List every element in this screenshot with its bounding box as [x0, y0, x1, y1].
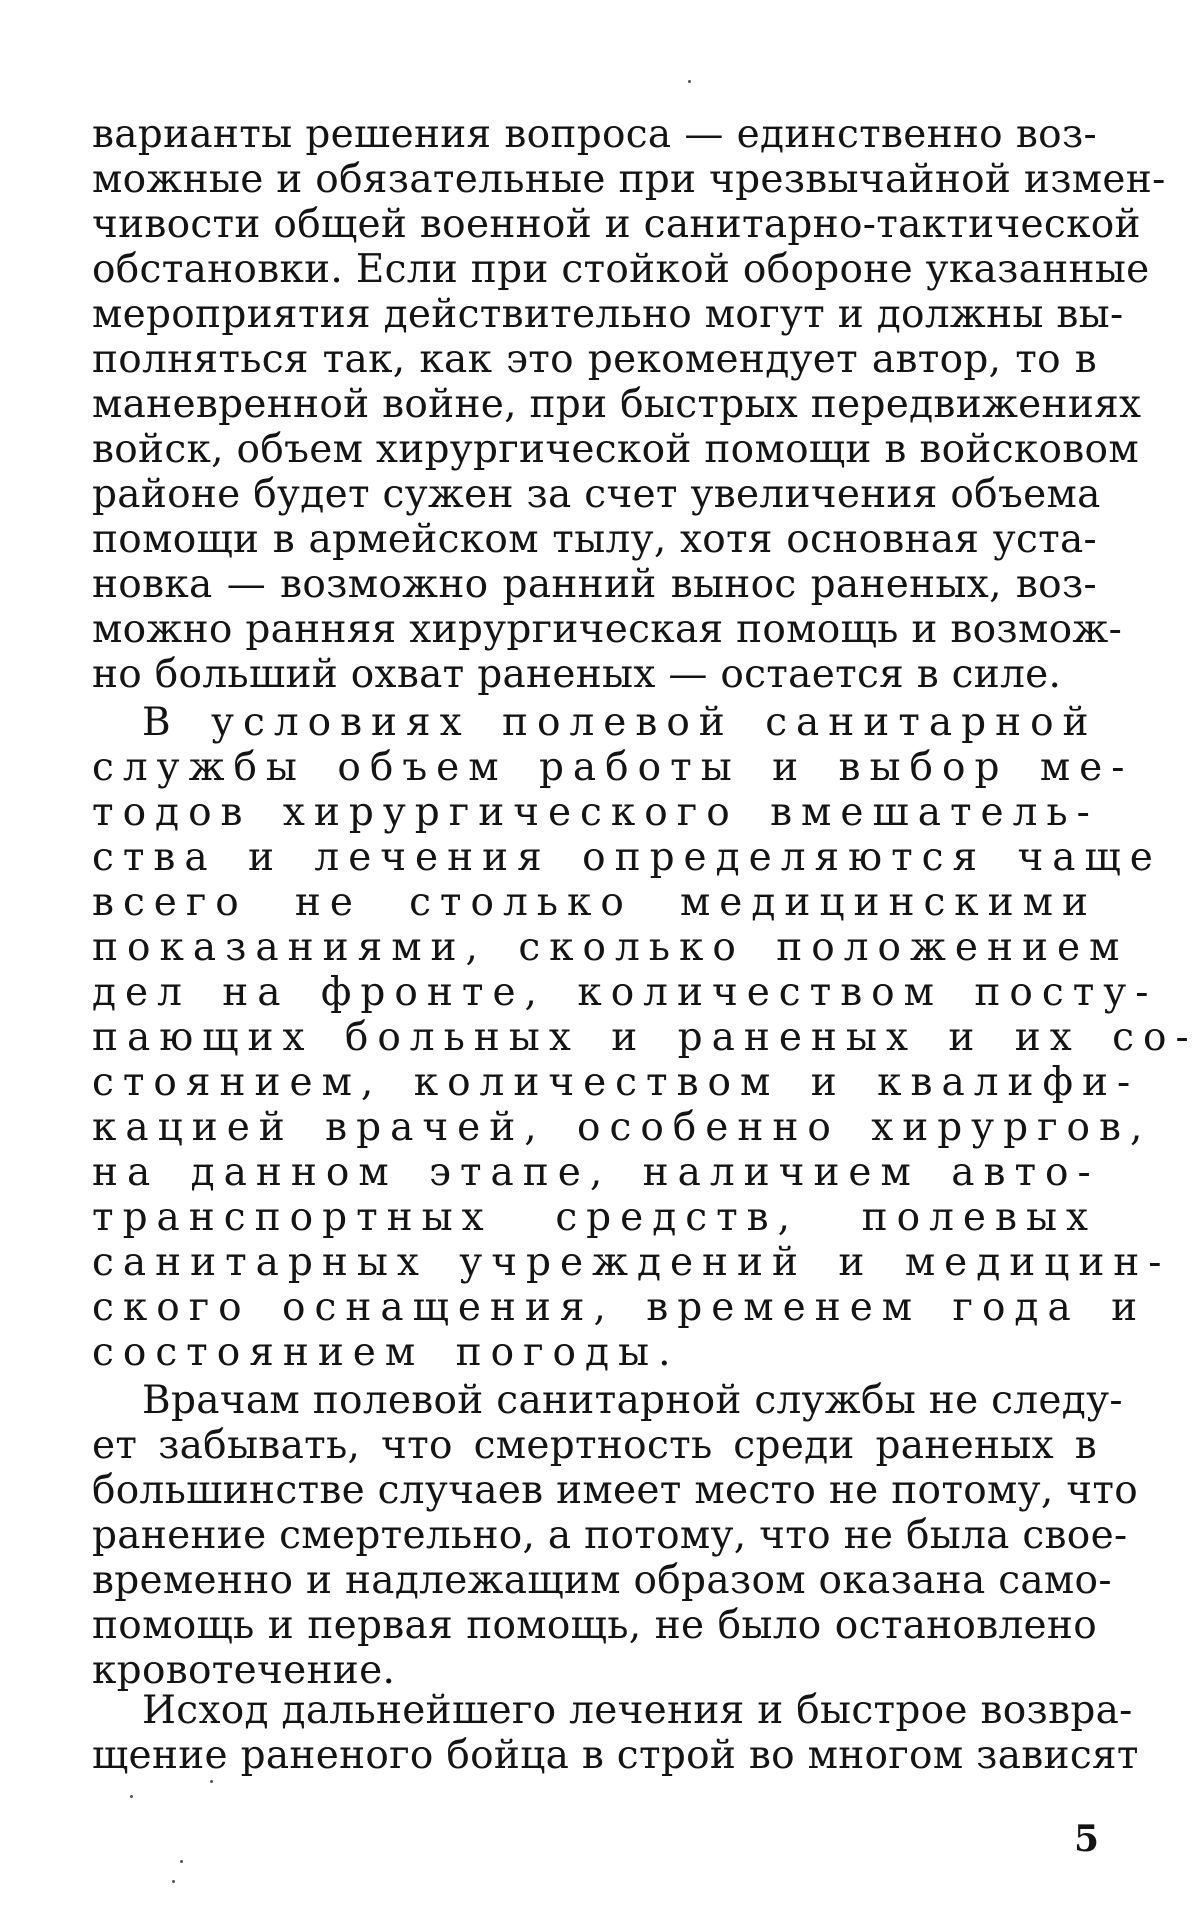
text-line: пающих больных и раненых и их со- [92, 1015, 1198, 1060]
text-line: санитарных учреждений и медицин- [92, 1240, 1171, 1285]
text-line: ского оснащения, временем года и [92, 1285, 1147, 1330]
text-line: транспортных средств, полевых [92, 1195, 1097, 1240]
text-line: Исход дальнейшего лечения и быстрое возвра- [142, 1688, 1133, 1733]
text-line: маневренной войне, при быстрых передвижениях [92, 382, 1142, 427]
text-line: кацией врачей, особенно хирургов, [92, 1105, 1152, 1150]
text-line: службы объем работы и выбор ме- [92, 745, 1134, 790]
text-line: полняться так, как это рекомендует автор, то в [92, 337, 1097, 382]
text-line: обстановки. Если при стойкой обороне указанные [92, 247, 1150, 292]
text-line: варианты решения вопроса — единственно воз- [92, 112, 1097, 157]
text-line: ства и лечения определяются чаще [92, 835, 1162, 880]
text-line: щение раненого бойца в строй во многом зависят [92, 1733, 1139, 1778]
print-speck [130, 1795, 133, 1798]
text-line: чивости общей военной и санитарно-тактической [92, 202, 1141, 247]
page-number: 5 [1073, 1818, 1099, 1860]
text-line: районе будет сужен за счет увеличения объема [92, 472, 1101, 517]
text-line: можно ранняя хирургическая помощь и возмож- [92, 607, 1123, 652]
text-line: мероприятия действительно могут и должны вы- [92, 292, 1124, 337]
print-speck [210, 1780, 213, 1783]
text-line: ранение смертельно, а потому, что не была свое- [92, 1513, 1128, 1558]
print-speck [172, 1880, 175, 1883]
paragraph-3 [92, 1378, 1138, 1693]
print-speck [688, 80, 691, 83]
text-line: можные и обязательные при чрезвычайной измен- [92, 157, 1166, 202]
text-line: на данном этапе, наличием авто- [92, 1150, 1100, 1195]
text-line: всего не столько медицинскими [92, 880, 1097, 925]
text-line: показаниями, сколько положением [92, 925, 1129, 970]
text-line: помощи в армейском тылу, хотя основная уста- [92, 517, 1097, 562]
text-line: но больший охват раненых — остается в силе. [92, 652, 1062, 697]
text-line: тодов хирургического вмешатель- [92, 790, 1099, 835]
text-line: В условиях полевой санитарной [142, 700, 1098, 745]
text-line: новка — возможно ранний вынос раненых, воз- [92, 562, 1097, 607]
text-line: состоянием погоды. [92, 1330, 680, 1375]
text-line: кровотечение. [92, 1648, 396, 1693]
text-line: большинстве случаев имеет место не потому, что [92, 1468, 1138, 1513]
text-line: Врачам полевой санитарной службы не следу- [142, 1378, 1123, 1423]
text-line: дел на фронте, количеством посту- [92, 970, 1158, 1015]
paragraph-1 [92, 112, 1166, 697]
print-speck [180, 1860, 183, 1863]
paragraph-4 [92, 1688, 1139, 1778]
text-line: временно и надлежащим образом оказана само- [92, 1558, 1112, 1603]
text-line: ет забывать, что смертность среди раненых в [92, 1423, 1097, 1468]
text-line: стоянием, количеством и квалифи- [92, 1060, 1140, 1105]
text-line: войск, объем хирургической помощи в войсковом [92, 427, 1139, 472]
paragraph-2-spaced [92, 700, 1198, 1375]
text-line: помощь и первая помощь, не было остановлено [92, 1603, 1097, 1648]
